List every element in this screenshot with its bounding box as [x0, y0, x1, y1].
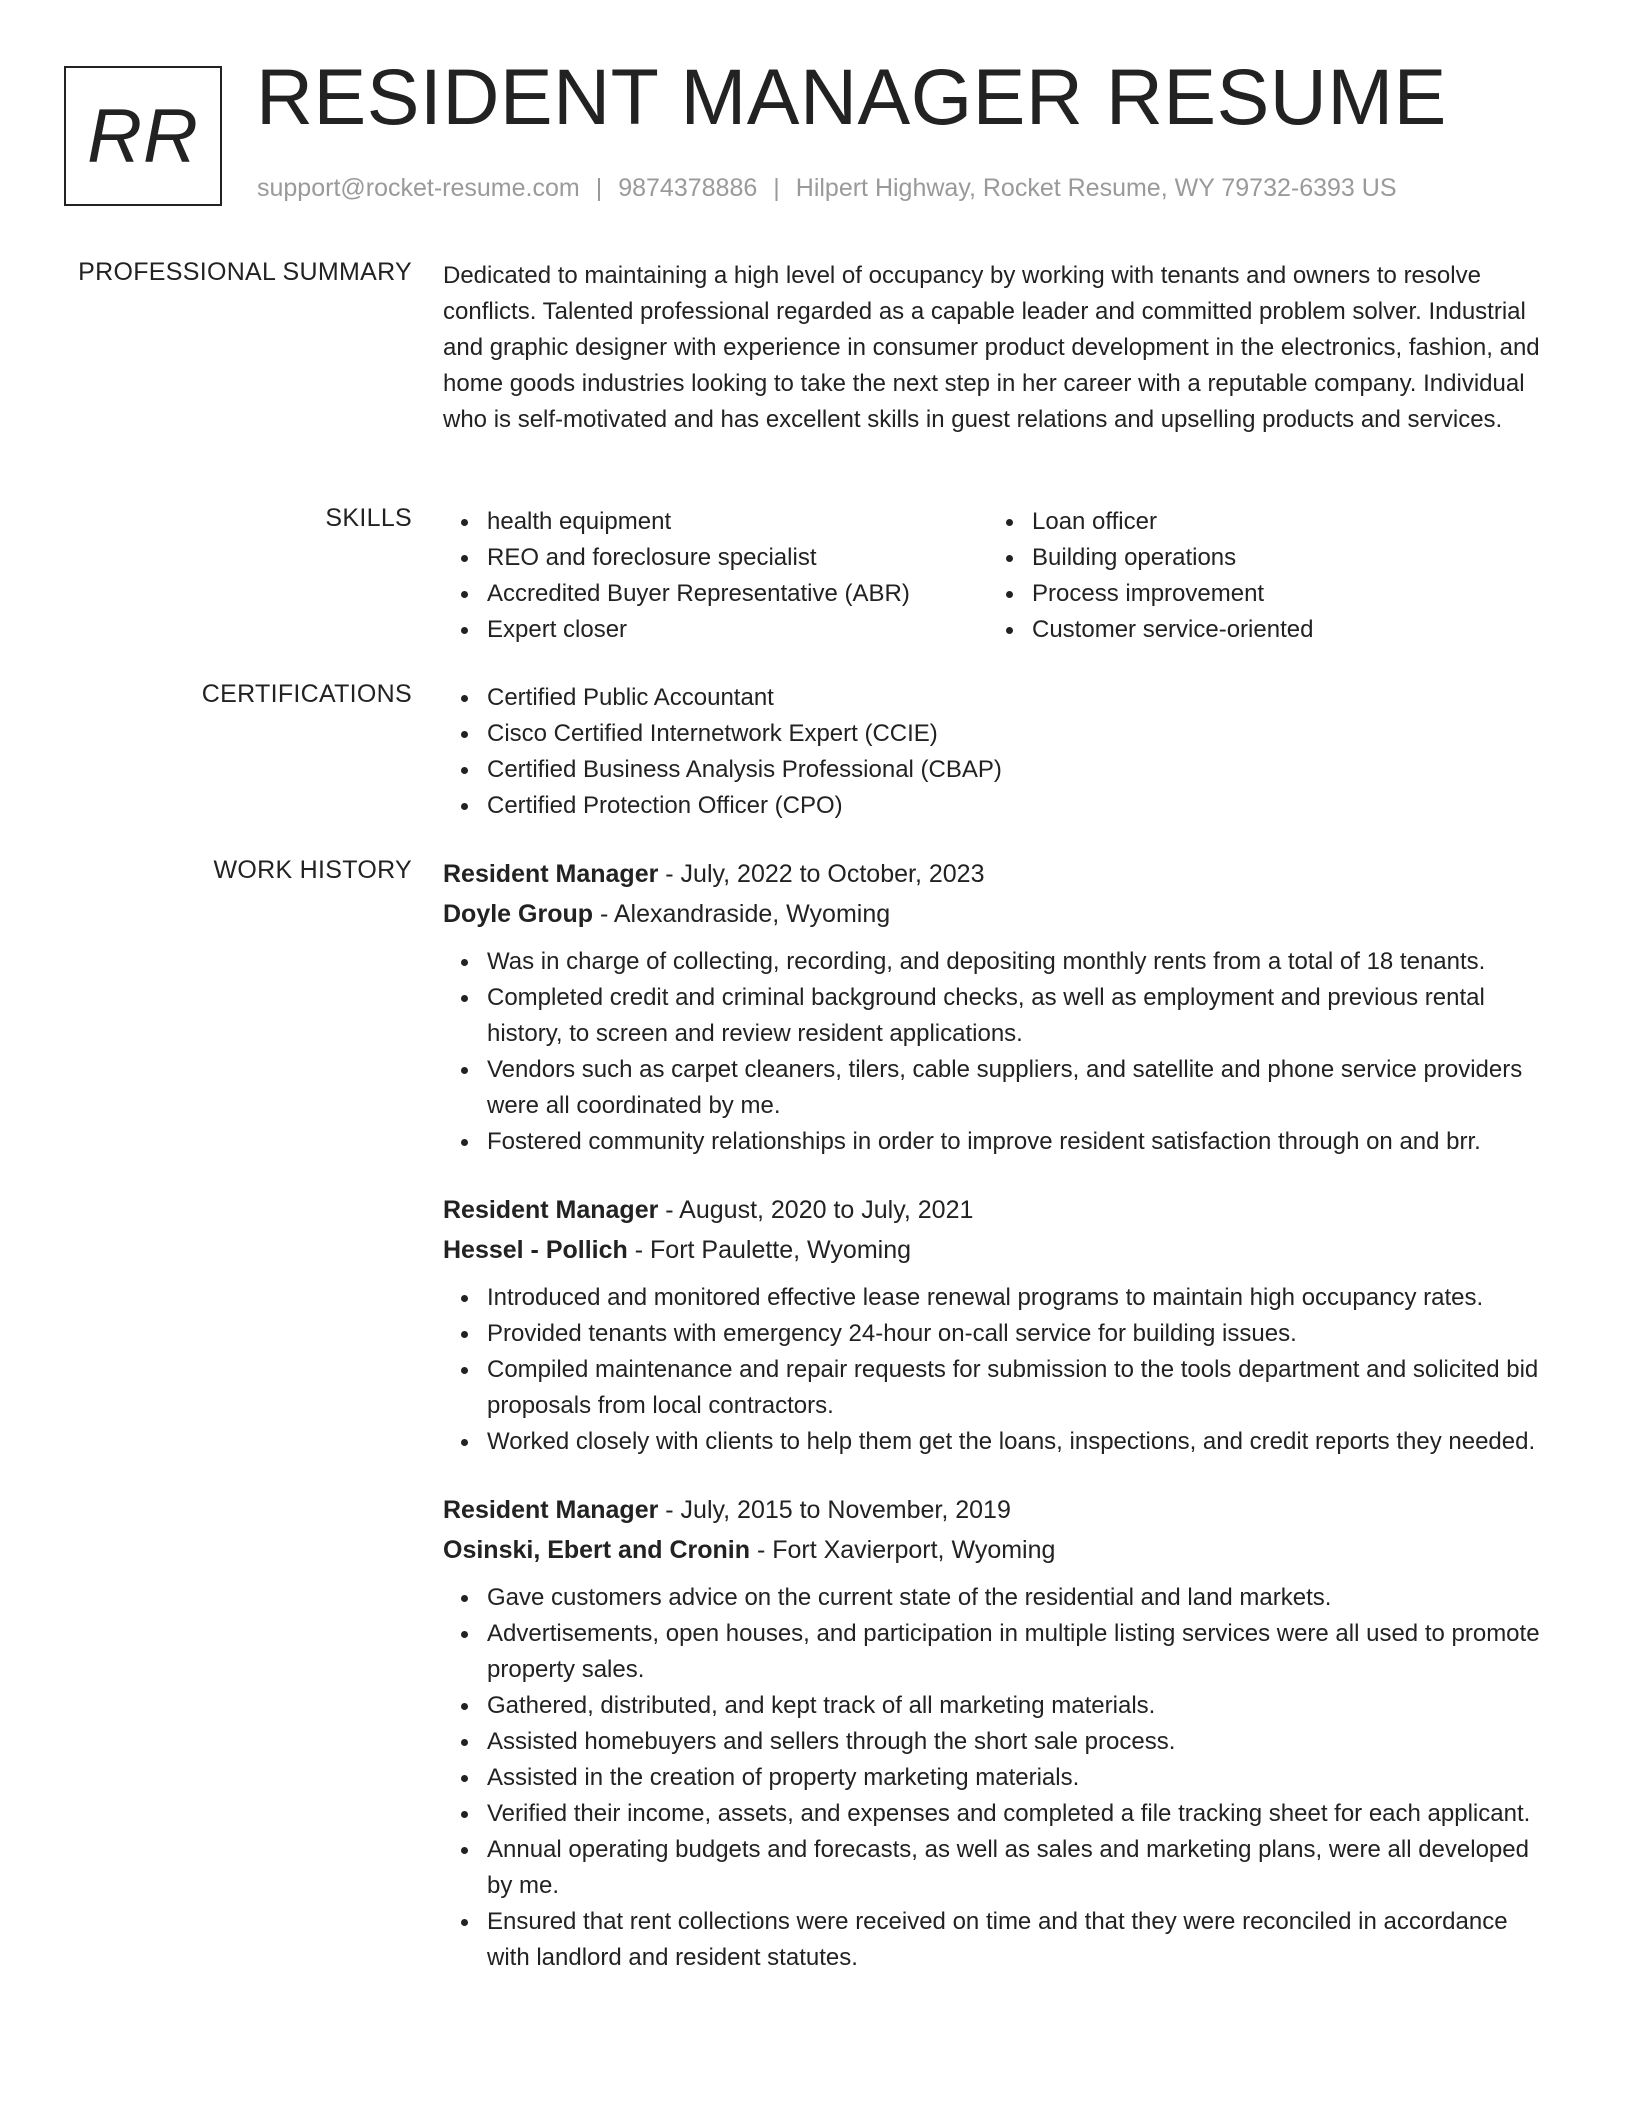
- job-duty: Ensured that rent collections were received on time and that they were reconciled in accordance with landlord and resident statutes.: [443, 1904, 1553, 1976]
- contact-separator: |: [595, 174, 603, 202]
- certification-item: Certified Public Accountant: [443, 680, 1553, 716]
- job-duty: Assisted in the creation of property marketing materials.: [443, 1760, 1553, 1796]
- job-title: Resident Manager: [443, 1196, 659, 1224]
- skill-item: REO and foreclosure specialist: [443, 540, 988, 576]
- job-location: - Fort Xavierport, Wyoming: [750, 1536, 1056, 1564]
- monogram-logo: RR: [64, 66, 222, 206]
- job-title-line: [443, 1190, 1553, 1230]
- job-title-line: [443, 854, 1553, 894]
- skill-item: Expert closer: [443, 612, 988, 648]
- job-entry: [443, 1490, 1553, 1976]
- job-duty: Gave customers advice on the current state of the residential and land markets.: [443, 1580, 1553, 1616]
- skills-list-right: [988, 504, 1533, 648]
- job-entry: [443, 854, 1553, 1160]
- job-company-line: [443, 1530, 1553, 1570]
- certifications-list: [443, 680, 1553, 824]
- job-title: Resident Manager: [443, 860, 659, 888]
- job-duty: Assisted homebuyers and sellers through the short sale process.: [443, 1724, 1553, 1760]
- job-duty: Compiled maintenance and repair requests for submission to the tools department and solicited bid proposals from local contractors.: [443, 1352, 1553, 1424]
- job-entry: [443, 1190, 1553, 1460]
- job-title-line: [443, 1490, 1553, 1530]
- skill-item: Process improvement: [988, 576, 1533, 612]
- job-duty: Fostered community relationships in order to improve resident satisfaction through on and brr.: [443, 1124, 1553, 1160]
- job-dates: - August, 2020 to July, 2021: [658, 1196, 974, 1224]
- summary-text: Dedicated to maintaining a high level of occupancy by working with tenants and owners to resolve conflicts. Talented professional regarded as a capable leader and committed problem solver. Industrial and graphic designer with experience in consumer product development in the electronics, fashion, and home goods industries looking to take the next step in her career with a reputable company. Individual who is self-motivated and has excellent skills in guest relations and upselling products and services.: [443, 262, 1540, 433]
- job-duty: Introduced and monitored effective lease renewal programs to maintain high occupancy rates.: [443, 1280, 1553, 1316]
- job-company: Hessel - Pollich: [443, 1236, 628, 1264]
- skill-item: Loan officer: [988, 504, 1533, 540]
- job-company-line: [443, 894, 1553, 934]
- skill-item: Accredited Buyer Representative (ABR): [443, 576, 988, 612]
- job-company: Doyle Group: [443, 900, 594, 928]
- job-duty: Was in charge of collecting, recording, and depositing monthly rents from a total of 18 tenants.: [443, 944, 1553, 980]
- job-company-line: [443, 1230, 1553, 1270]
- job-duty: Vendors such as carpet cleaners, tilers, cable suppliers, and satellite and phone service providers were all coordinated by me.: [443, 1052, 1553, 1124]
- skills-list-left: [443, 504, 988, 648]
- job-location: - Alexandraside, Wyoming: [593, 900, 891, 928]
- section-heading: PROFESSIONAL SUMMARY: [78, 258, 412, 286]
- skill-item: health equipment: [443, 504, 988, 540]
- certification-item: Certified Business Analysis Professional (CBAP): [443, 752, 1553, 788]
- resume-title: RESIDENT MANAGER RESUME: [256, 52, 1447, 141]
- job-duty: Completed credit and criminal background checks, as well as employment and previous rental history, to screen and review resident applications.: [443, 980, 1553, 1052]
- job-title: Resident Manager: [443, 1496, 659, 1524]
- skill-item: Building operations: [988, 540, 1533, 576]
- job-location: - Fort Paulette, Wyoming: [627, 1236, 911, 1264]
- contact-separator: |: [773, 174, 780, 202]
- job-duties: [443, 1580, 1553, 1976]
- section-heading: WORK HISTORY: [213, 856, 412, 884]
- job-dates: - July, 2015 to November, 2019: [658, 1496, 1011, 1524]
- job-dates: - July, 2022 to October, 2023: [658, 860, 985, 888]
- job-duty: Annual operating budgets and forecasts, as well as sales and marketing plans, were all developed by me.: [443, 1832, 1553, 1904]
- contact-phone: 9874378886: [618, 174, 758, 202]
- section-heading: CERTIFICATIONS: [201, 680, 412, 708]
- job-duty: Verified their income, assets, and expenses and completed a file tracking sheet for each applicant.: [443, 1796, 1553, 1832]
- contact-line: [257, 174, 1397, 203]
- certification-item: Cisco Certified Internetwork Expert (CCIE): [443, 716, 1553, 752]
- job-duty: Provided tenants with emergency 24-hour on-call service for building issues.: [443, 1316, 1553, 1352]
- job-duty: Gathered, distributed, and kept track of all marketing materials.: [443, 1688, 1553, 1724]
- job-duty: Advertisements, open houses, and participation in multiple listing services were all used to promote property sales.: [443, 1616, 1553, 1688]
- job-company: Osinski, Ebert and Cronin: [443, 1536, 750, 1564]
- skill-item: Customer service-oriented: [988, 612, 1533, 648]
- section-heading: SKILLS: [325, 504, 412, 532]
- certification-item: Certified Protection Officer (CPO): [443, 788, 1553, 824]
- job-duties: [443, 944, 1553, 1160]
- contact-email: support@rocket-resume.com: [257, 174, 580, 202]
- job-duties: [443, 1280, 1553, 1460]
- contact-address: Hilpert Highway, Rocket Resume, WY 79732-6393 US: [795, 174, 1397, 202]
- job-duty: Worked closely with clients to help them get the loans, inspections, and credit reports they needed.: [443, 1424, 1553, 1460]
